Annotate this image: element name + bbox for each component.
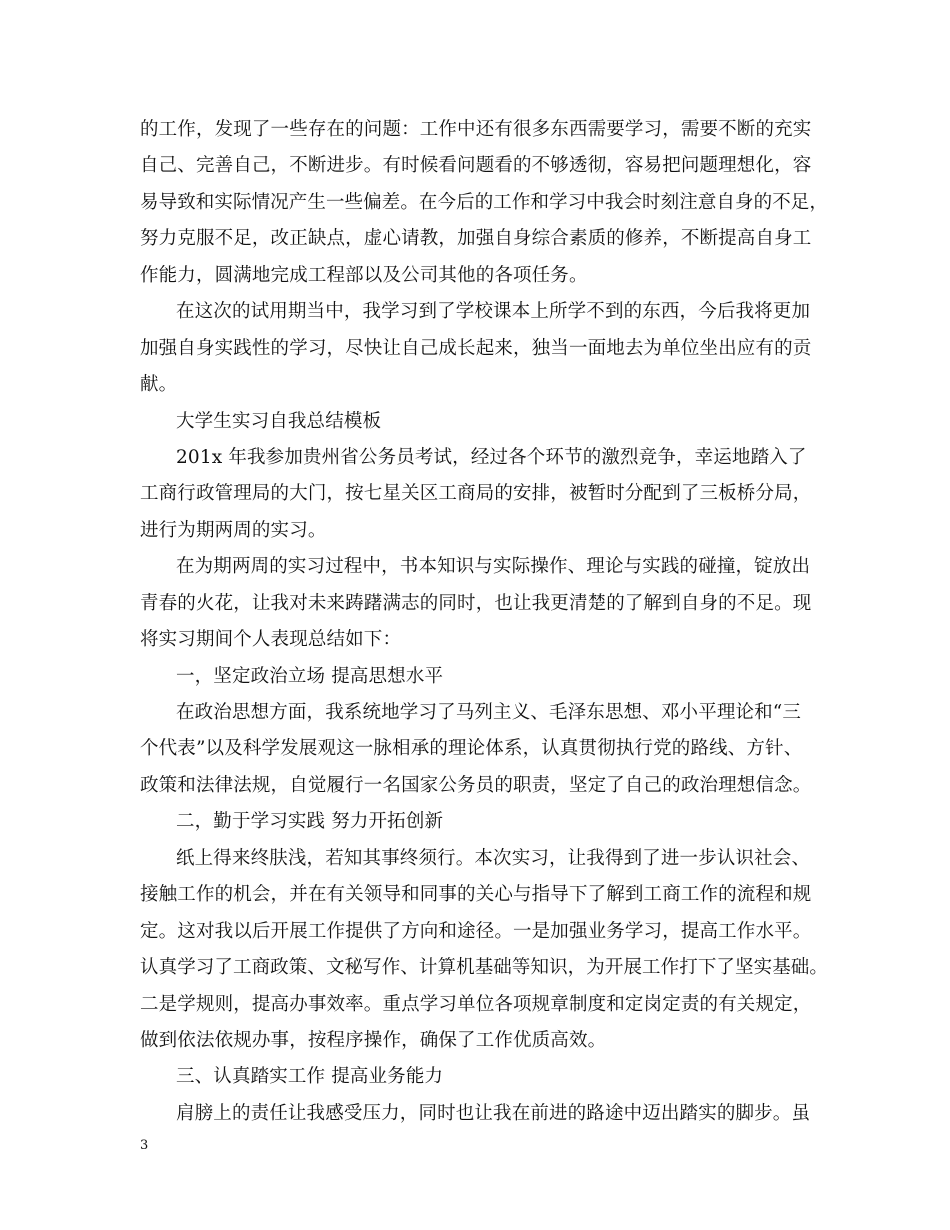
text-line: 201x 年我参加贵州省公务员考试，经过各个环节的激烈竞争，幸运地踏入了 [176, 446, 807, 468]
text-line: 进行为期两周的实习。 [140, 519, 327, 541]
text-line: 肩膀上的责任让我感受压力，同时也让我在前进的路途中迈出踏实的脚步。虽 [176, 1102, 811, 1124]
text-line: 一，坚定政治立场 提高思想水平 [176, 665, 444, 687]
text-line: 二，勤于学习实践 努力开拓创新 [176, 811, 444, 833]
text-line: 大学生实习自我总结模板 [176, 410, 382, 432]
text-line: 在为期两周的实习过程中，书本知识与实际操作、理论与实践的碰撞，锭放出 [176, 556, 811, 578]
text-line: 作能力，圆满地完成工程部以及公司其他的各项任务。 [140, 264, 588, 286]
text-line: 二是学规则，提高办事效率。重点学习单位各项规章制度和定岗定责的有关规定， [140, 993, 812, 1015]
text-line: 易导致和实际情况产生一些偏差。在今后的工作和学习中我会时刻注意自身的不足， [140, 191, 828, 213]
text-line: 努力克服不足，改正缺点，虚心请教，加强自身综合素质的修养，不断提高自身工 [140, 228, 812, 250]
text-line: 接触工作的机会，并在有关领导和同事的关心与指导下了解到工商工作的流程和规 [140, 884, 812, 906]
text-line: 工商行政管理局的大门，按七星关区工商局的安排，被暂时分配到了三板桥分局， [140, 483, 812, 505]
text-line: 将实习期间个人表现总结如下： [140, 629, 402, 651]
text-line: 认真学习了工商政策、文秘写作、计算机基础等知识，为开展工作打下了坚实基础。 [140, 957, 828, 979]
text-line: 个代表”以及科学发展观这一脉相承的理论体系，认真贯彻执行党的路线、方针、 [140, 738, 803, 760]
text-line: 三、认真踏实工作 提高业务能力 [176, 1066, 444, 1088]
text-line: 政策和法律法规，自觉履行一名国家公务员的职责，坚定了自己的政治理想信念。 [140, 774, 812, 796]
text-line: 青春的火花，让我对未来踌躇满志的同时，也让我更清楚的了解到自身的不足。现 [140, 592, 812, 614]
text-line: 纸上得来终肤浅，若知其事终须行。本次实习，让我得到了进一步认识社会、 [176, 847, 811, 869]
text-line: 定。这对我以后开展工作提供了方向和途径。一是加强业务学习，提高工作水平。 [140, 920, 812, 942]
text-line: 在政治思想方面，我系统地学习了马列主义、毛泽东思想、邓小平理论和“三 [176, 702, 802, 723]
text-line: 献。 [140, 374, 178, 396]
text-line: 做到依法依规办事，按程序操作，确保了工作优质高效。 [140, 1029, 607, 1051]
body-text [140, 112, 828, 1132]
text-line: 在这次的试用期当中，我学习到了学校课本上所学不到的东西，今后我将更加 [176, 301, 811, 323]
text-line: 的工作，发现了一些存在的问题：工作中还有很多东西需要学习，需要不断的充实 [140, 119, 812, 140]
text-line: 加强自身实践性的学习，尽快让自己成长起来，独当一面地去为单位坐出应有的贡 [140, 337, 812, 359]
page-number: 3 [140, 1138, 149, 1153]
text-line: 自己、完善自己，不断进步。有时候看问题看的不够透彻，容易把问题理想化，容 [140, 155, 812, 177]
